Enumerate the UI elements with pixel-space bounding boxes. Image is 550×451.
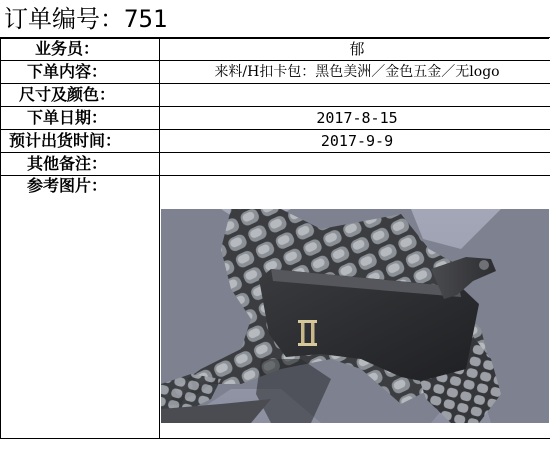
- salesperson-label: 业务员：: [1, 38, 160, 61]
- order-number-title: 订单编号：751: [4, 5, 168, 33]
- reference-photo-label: 参考图片：: [1, 176, 160, 439]
- order-date-value: 2017-8-15: [160, 107, 550, 130]
- top-border: [0, 37, 549, 39]
- ship-date-value: 2017-9-9: [160, 130, 550, 153]
- salesperson-value: 郁: [160, 38, 550, 61]
- size-color-label: 尺寸及颜色：: [1, 84, 160, 107]
- order-date-label: 下单日期：: [1, 107, 160, 130]
- table-row: [1, 130, 550, 153]
- table-row: [1, 38, 550, 61]
- order-sheet: [0, 37, 549, 450]
- product-photo-image: [161, 209, 549, 423]
- notes-value: [160, 153, 550, 176]
- table-row: [1, 153, 550, 176]
- ship-date-label: 预计出货时间：: [1, 130, 160, 153]
- reference-photo: [161, 209, 549, 423]
- table-row: [1, 107, 550, 130]
- table-row: [1, 84, 550, 107]
- table-row: [1, 61, 550, 84]
- order-content-value: 来料/H扣卡包：黑色美洲／金色五金／无logo: [160, 61, 550, 84]
- size-color-value: [160, 84, 550, 107]
- notes-label: 其他备注：: [1, 153, 160, 176]
- order-content-label: 下单内容：: [1, 61, 160, 84]
